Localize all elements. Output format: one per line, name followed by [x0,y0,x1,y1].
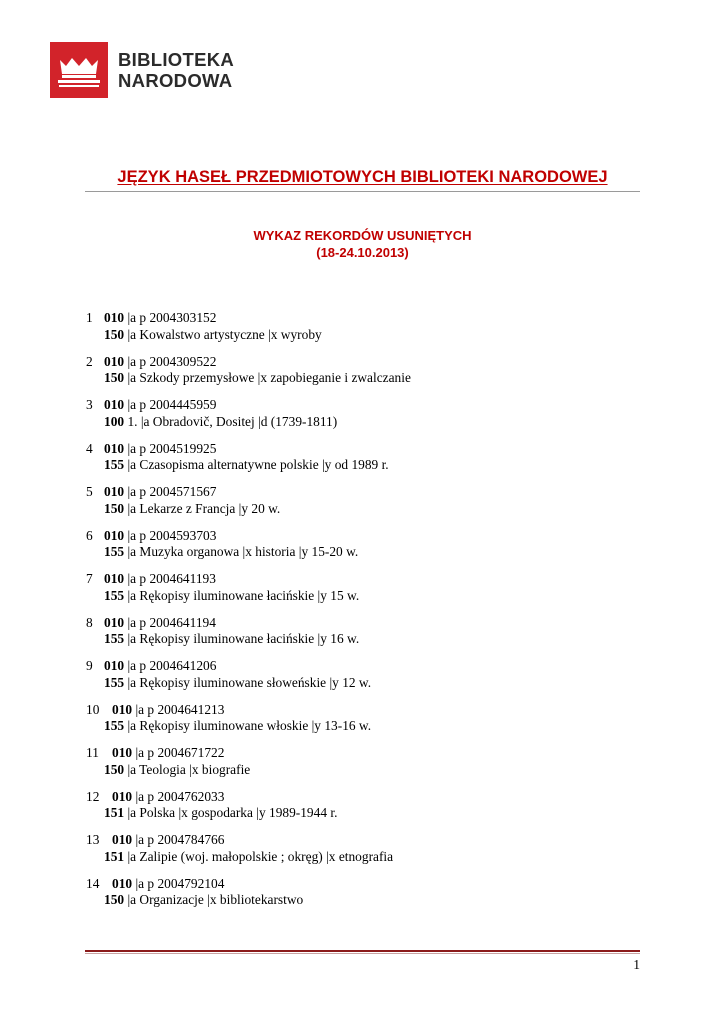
field-value-heading: |a Rękopisy iluminowane łacińskie |y 15 w. [124,587,360,603]
field-tag-heading: 155 [104,631,125,647]
field-value-010: |a p 2004571567 [124,484,217,499]
field-value-heading: |a Muzyka organowa |x historia |y 15-20 w. [124,544,359,560]
record-number: 1 [86,310,93,325]
record-line-010 [86,789,646,806]
title-divider [85,191,640,192]
record-item [86,484,646,528]
record-line-heading [86,675,646,692]
logo-line-1: BIBLIOTEKA [118,49,235,70]
field-tag-heading: 150 [104,761,125,777]
field-tag-heading: 155 [104,544,125,560]
record-number: 12 [86,788,100,804]
record-line-heading [86,501,646,518]
field-value-heading: |a Rękopisy iluminowane włoskie |y 13-16 w. [124,718,372,734]
field-tag-heading: 100 [104,413,125,429]
field-value-heading: |a Organizacje |x bibliotekarstwo [124,892,304,908]
record-line-010 [86,528,646,545]
field-value-010: |a p 2004762033 [132,788,225,804]
field-value-heading: |a Rękopisy iluminowane słoweńskie |y 12 w. [124,674,372,690]
record-line-010 [86,571,646,588]
field-tag-010: 010 [104,614,125,630]
field-value-010: |a p 2004519925 [124,440,217,456]
record-item [86,397,646,441]
field-tag-010: 010 [112,745,133,760]
record-number: 5 [86,484,93,499]
library-logo [50,42,234,98]
subtitle-date-range: (18-24.10.2013) [316,245,409,260]
record-item [86,658,646,702]
record-line-heading [86,370,646,387]
field-tag-010: 010 [104,571,125,586]
field-value-010: |a p 2004784766 [132,832,225,847]
field-tag-heading: 155 [104,718,125,734]
record-line-heading [86,414,646,431]
record-line-heading [86,631,646,648]
field-value-010: |a p 2004641213 [132,701,225,717]
field-tag-heading: 155 [104,457,125,473]
record-number: 9 [86,658,93,673]
record-line-heading [86,327,646,344]
field-tag-heading: 150 [104,326,125,342]
page-number: 1 [633,957,640,972]
field-value-heading: |a Lekarze z Francja |y 20 w. [124,500,281,516]
field-value-heading: |a Czasopisma alternatywne polskie |y od 1989 r. [124,457,389,473]
record-line-heading [86,544,646,561]
record-line-010 [86,832,646,849]
field-value-010: |a p 2004641193 [124,571,216,586]
field-tag-heading: 155 [104,674,125,690]
field-value-010: |a p 2004593703 [124,527,217,543]
record-number: 7 [86,571,93,586]
footer-divider-shadow [85,953,640,954]
field-value-heading: |a Rękopisy iluminowane łacińskie |y 16 w. [124,631,360,647]
record-line-heading [86,762,646,779]
record-item [86,441,646,485]
record-number: 3 [86,397,93,412]
record-item [86,832,646,876]
record-number: 11 [86,745,99,760]
field-tag-010: 010 [104,310,125,325]
record-number: 6 [86,527,93,543]
field-value-010: |a p 2004671722 [132,745,225,760]
record-number: 8 [86,614,93,630]
record-line-heading [86,457,646,474]
field-tag-010: 010 [112,832,133,847]
record-item [86,571,646,615]
field-tag-010: 010 [104,527,125,543]
record-number: 14 [86,875,100,891]
record-item [86,310,646,354]
record-line-heading [86,849,646,866]
field-tag-010: 010 [104,353,125,369]
field-value-010: |a p 2004641194 [124,614,216,630]
logo-line-2: NARODOWA [118,70,233,91]
field-value-010: |a p 2004309522 [124,353,217,369]
record-line-010 [86,397,646,414]
record-item [86,702,646,746]
record-line-heading [86,718,646,735]
field-value-010: |a p 2004641206 [124,658,217,673]
field-tag-010: 010 [104,397,125,412]
record-line-010 [86,615,646,632]
field-tag-010: 010 [104,658,125,673]
record-item [86,745,646,789]
record-line-010 [86,441,646,458]
field-value-heading: |a Szkody przemysłowe |x zapobieganie i zwalczanie [124,370,411,386]
field-tag-010: 010 [104,484,125,499]
field-tag-heading: 150 [104,370,125,386]
logo-wordmark [118,49,234,91]
field-tag-010: 010 [112,875,133,891]
record-item [86,789,646,833]
field-tag-heading: 151 [104,805,125,821]
field-value-010: |a p 2004303152 [124,310,217,325]
record-number: 13 [86,832,100,847]
field-value-heading: 1. |a Obradovič, Dositej |d (1739-1811) [124,413,338,429]
record-line-010 [86,702,646,719]
field-tag-010: 010 [112,788,133,804]
field-value-010: |a p 2004445959 [124,397,217,412]
record-line-010 [86,354,646,371]
document-title: JĘZYK HASEŁ PRZEDMIOTOWYCH BIBLIOTEKI NARODOWEJ [117,168,608,186]
field-tag-heading: 150 [104,500,125,516]
field-value-heading: |a Teologia |x biografie [124,761,251,777]
record-item [86,354,646,398]
record-item [86,876,646,920]
crown-logo-icon [50,42,108,98]
record-line-010 [86,745,646,762]
subtitle-heading: WYKAZ REKORDÓW USUNIĘTYCH [253,228,472,243]
record-line-010 [86,876,646,893]
footer-divider [85,950,640,952]
field-value-010: |a p 2004792104 [132,875,225,891]
record-number: 4 [86,440,93,456]
field-tag-010: 010 [112,701,133,717]
field-tag-heading: 151 [104,848,125,864]
document-subtitle [85,227,640,261]
field-value-heading: |a Zalipie (woj. małopolskie ; okręg) |x etnografia [124,848,394,864]
record-line-010 [86,310,646,327]
records-list [86,310,646,919]
field-value-heading: |a Polska |x gospodarka |y 1989-1944 r. [124,805,338,821]
record-line-heading [86,805,646,822]
record-number: 10 [86,701,100,717]
record-line-010 [86,658,646,675]
field-value-heading: |a Kowalstwo artystyczne |x wyroby [124,326,322,342]
record-line-heading [86,892,646,909]
record-line-heading [86,588,646,605]
record-item [86,615,646,659]
record-item [86,528,646,572]
field-tag-010: 010 [104,440,125,456]
record-number: 2 [86,353,93,369]
field-tag-heading: 150 [104,892,125,908]
field-tag-heading: 155 [104,587,125,603]
record-line-010 [86,484,646,501]
